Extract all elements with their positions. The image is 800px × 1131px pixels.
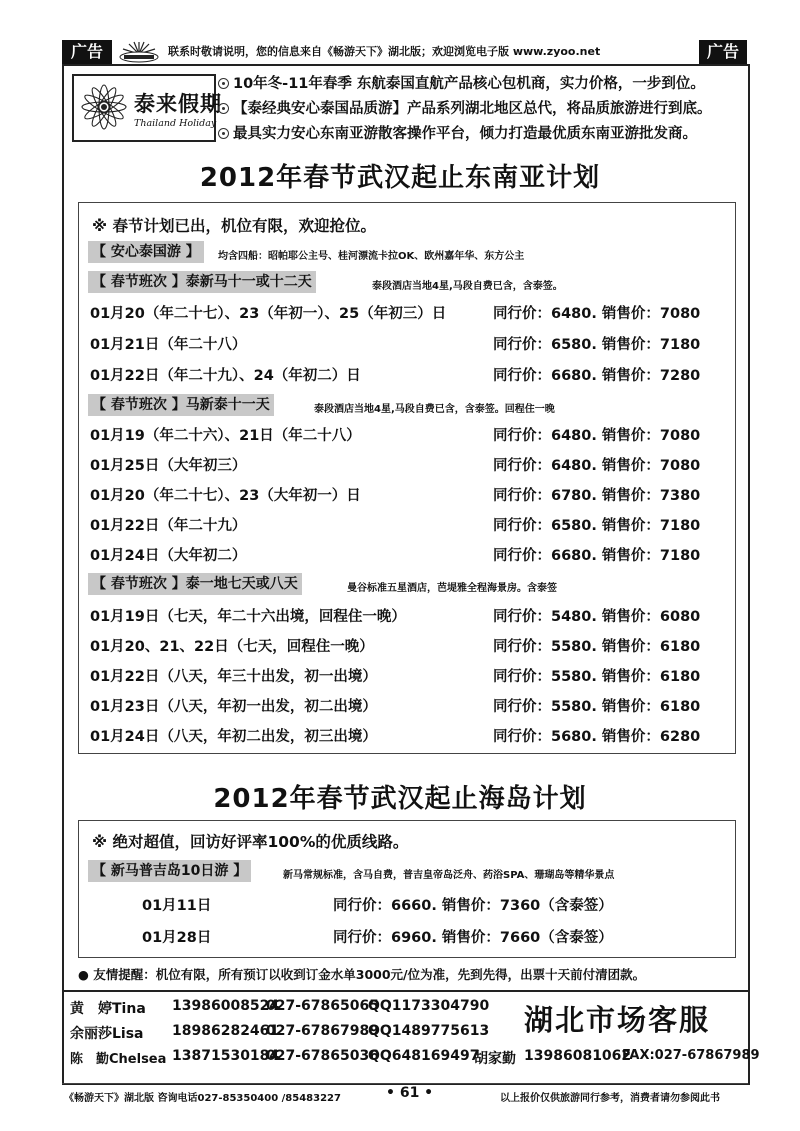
- contact-name: 余丽莎Lisa: [70, 1026, 144, 1042]
- contact-mobile: 18986282461: [172, 1023, 280, 1039]
- schedule-price: 同行价：5580. 销售价：6180: [493, 699, 701, 715]
- schedule-price: 同行价：6680. 销售价：7280: [493, 368, 701, 384]
- ad-label-right: 广告: [699, 40, 747, 64]
- logo-name-en: Thailand Holiday: [134, 118, 217, 129]
- contact-qq: QQ1489775613: [368, 1023, 490, 1039]
- schedule-price: 同行价：5580. 销售价：6180: [493, 639, 701, 655]
- schedule-date: 01月20（年二十七）、23（大年初一）日: [90, 488, 361, 504]
- schedule-date: 01月23日（八天，年初一出发，初二出境）: [90, 699, 377, 715]
- schedule-price: 同行价：6480. 销售价：7080: [493, 428, 701, 444]
- section-title-southeast-asia: 2012年春节武汉起止东南亚计划: [199, 163, 601, 193]
- tag-group-2: 【 春节班次 】马新泰十一天: [88, 394, 274, 416]
- flower-logo-icon: [78, 80, 130, 134]
- divider: [62, 990, 748, 992]
- intro-line: [218, 72, 705, 93]
- tag-phuket-note: 新马常规标准，含马自费，普吉皇帝岛泛舟、药浴SPA、珊瑚岛等精华景点: [283, 870, 615, 881]
- schedule-date: 01月11日: [142, 898, 212, 914]
- intro-text: 【泰经典安心泰国品质游】产品系列湖北地区总代，将品质旅游进行到底。: [233, 101, 712, 117]
- schedule-date: 01月19日（七天，年二十六出境，回程住一晚）: [90, 609, 406, 625]
- contact-mobile: 13871530184: [172, 1048, 280, 1064]
- footer-disclaimer: 以上报价仅供旅游同行参考，消费者请勿参阅此书: [500, 1093, 720, 1104]
- contact-phone: 027-67865036: [266, 1048, 379, 1064]
- footer-magazine-info: 《畅游天下》湖北版 咨询电话027-85350400 /85483227: [64, 1093, 341, 1104]
- schedule-price: 同行价：6480. 销售价：7080: [493, 458, 701, 474]
- intro-text: 最具实力安心东南亚游散客操作平台，倾力打造最优质东南亚游批发商。: [233, 126, 697, 142]
- schedule-date: 01月19（年二十六）、21日（年二十八）: [90, 428, 361, 444]
- company-logo: [72, 74, 222, 142]
- schedule-price: 同行价：6580. 销售价：7180: [493, 337, 701, 353]
- header-info-text: 联系时敬请说明，您的信息来自《畅游天下》湖北版；欢迎浏览电子版 www.zyoo.net: [168, 45, 601, 58]
- schedule-price: 同行价：6960. 销售价：7660（含泰签）: [333, 930, 613, 946]
- section2-notice: ※ 绝对超值，回访好评率100%的优质线路。: [92, 833, 409, 851]
- ad-label-left: 广告: [62, 40, 112, 64]
- schedule-date: 01月22日（年二十九）: [90, 518, 247, 534]
- schedule-date: 01月20、21、22日（七天，回程住一晚）: [90, 639, 374, 655]
- logo-name-cn: 泰来假期: [134, 92, 222, 116]
- schedule-date: 01月22日（八天，年三十出发，初一出境）: [90, 669, 377, 685]
- customer-service-title: 湖北市场客服: [524, 1003, 711, 1037]
- contact-name: 黄 婷Tina: [70, 1001, 146, 1017]
- schedule-price: 同行价：6780. 销售价：7380: [493, 488, 701, 504]
- contact-row: [70, 1048, 490, 1070]
- contact-phone: 027-67867989: [266, 1023, 379, 1039]
- section1-notice: ※ 春节计划已出，机位有限，欢迎抢位。: [92, 217, 376, 235]
- contact-mobile: 13986008524: [172, 998, 280, 1014]
- tag-phuket: 【 新马普吉岛10日游 】: [88, 860, 251, 882]
- tag-group-3: 【 春节班次 】泰一地七天或八天: [88, 573, 302, 595]
- tag-anxin-note: 均含四船：昭帕耶公主号、桂河漂流卡拉OK、欧州嘉年华、东方公主: [218, 251, 525, 262]
- intro-line: [218, 122, 697, 143]
- bullet-icon: [218, 78, 229, 89]
- service-contact-mobile: 13986081062: [524, 1048, 632, 1064]
- bullet-icon: [218, 128, 229, 139]
- magazine-logo-icon: [114, 40, 164, 64]
- tag-group-2-note: 泰段酒店当地4星,马段自费已含，含泰签。回程住一晚: [314, 404, 555, 415]
- tag-group-1: 【 春节班次 】泰新马十一或十二天: [88, 271, 316, 293]
- contact-name: 陈 勤Chelsea: [70, 1052, 167, 1067]
- contact-qq: QQ1173304790: [368, 998, 490, 1014]
- tag-group-1-note: 泰段酒店当地4星,马段自费已含，含泰签。: [372, 281, 563, 292]
- schedule-date: 01月21日（年二十八）: [90, 337, 247, 353]
- contact-qq: QQ648169497: [368, 1048, 480, 1064]
- intro-line: [218, 97, 712, 118]
- schedule-date: 01月25日（大年初三）: [90, 458, 247, 474]
- schedule-date: 01月24日（八天，年初二出发，初三出境）: [90, 729, 377, 745]
- service-fax: FAX:027-67867989: [622, 1048, 760, 1063]
- schedule-price: 同行价：6480. 销售价：7080: [493, 306, 701, 322]
- service-contact-name: 胡家勤: [474, 1051, 516, 1067]
- schedule-price: 同行价：6580. 销售价：7180: [493, 518, 701, 534]
- schedule-date: 01月22日（年二十九）、24（年初二）日: [90, 368, 361, 384]
- contact-row: [70, 1023, 490, 1045]
- page-number: • 61 •: [386, 1085, 434, 1101]
- schedule-date: 01月28日: [142, 930, 212, 946]
- tag-anxin-thailand: 【 安心泰国游 】: [88, 241, 204, 263]
- schedule-price: 同行价：6680. 销售价：7180: [493, 548, 701, 564]
- contact-phone: 027-67865065: [266, 998, 379, 1014]
- schedule-date: 01月20（年二十七）、23（年初一）、25（年初三）日: [90, 306, 447, 322]
- section-title-island: 2012年春节武汉起止海岛计划: [213, 784, 587, 814]
- intro-text: 10年冬-11年春季 东航泰国直航产品核心包机商，实力价格，一步到位。: [233, 76, 705, 92]
- schedule-price: 同行价：5580. 销售价：6180: [493, 669, 701, 685]
- schedule-price: 同行价：6660. 销售价：7360（含泰签）: [333, 898, 613, 914]
- contact-row: [70, 998, 490, 1020]
- footer-rule: [62, 1083, 748, 1084]
- tag-group-3-note: 曼谷标准五星酒店，芭堤雅全程海景房。含泰签: [347, 583, 557, 594]
- bullet-icon: [218, 103, 229, 114]
- schedule-price: 同行价：5480. 销售价：6080: [493, 609, 701, 625]
- schedule-price: 同行价：5680. 销售价：6280: [493, 729, 701, 745]
- booking-reminder: ● 友情提醒：机位有限，所有预订以收到订金水单3000元/位为准，先到先得，出票十天前付清团款。: [78, 967, 646, 982]
- schedule-date: 01月24日（大年初二）: [90, 548, 247, 564]
